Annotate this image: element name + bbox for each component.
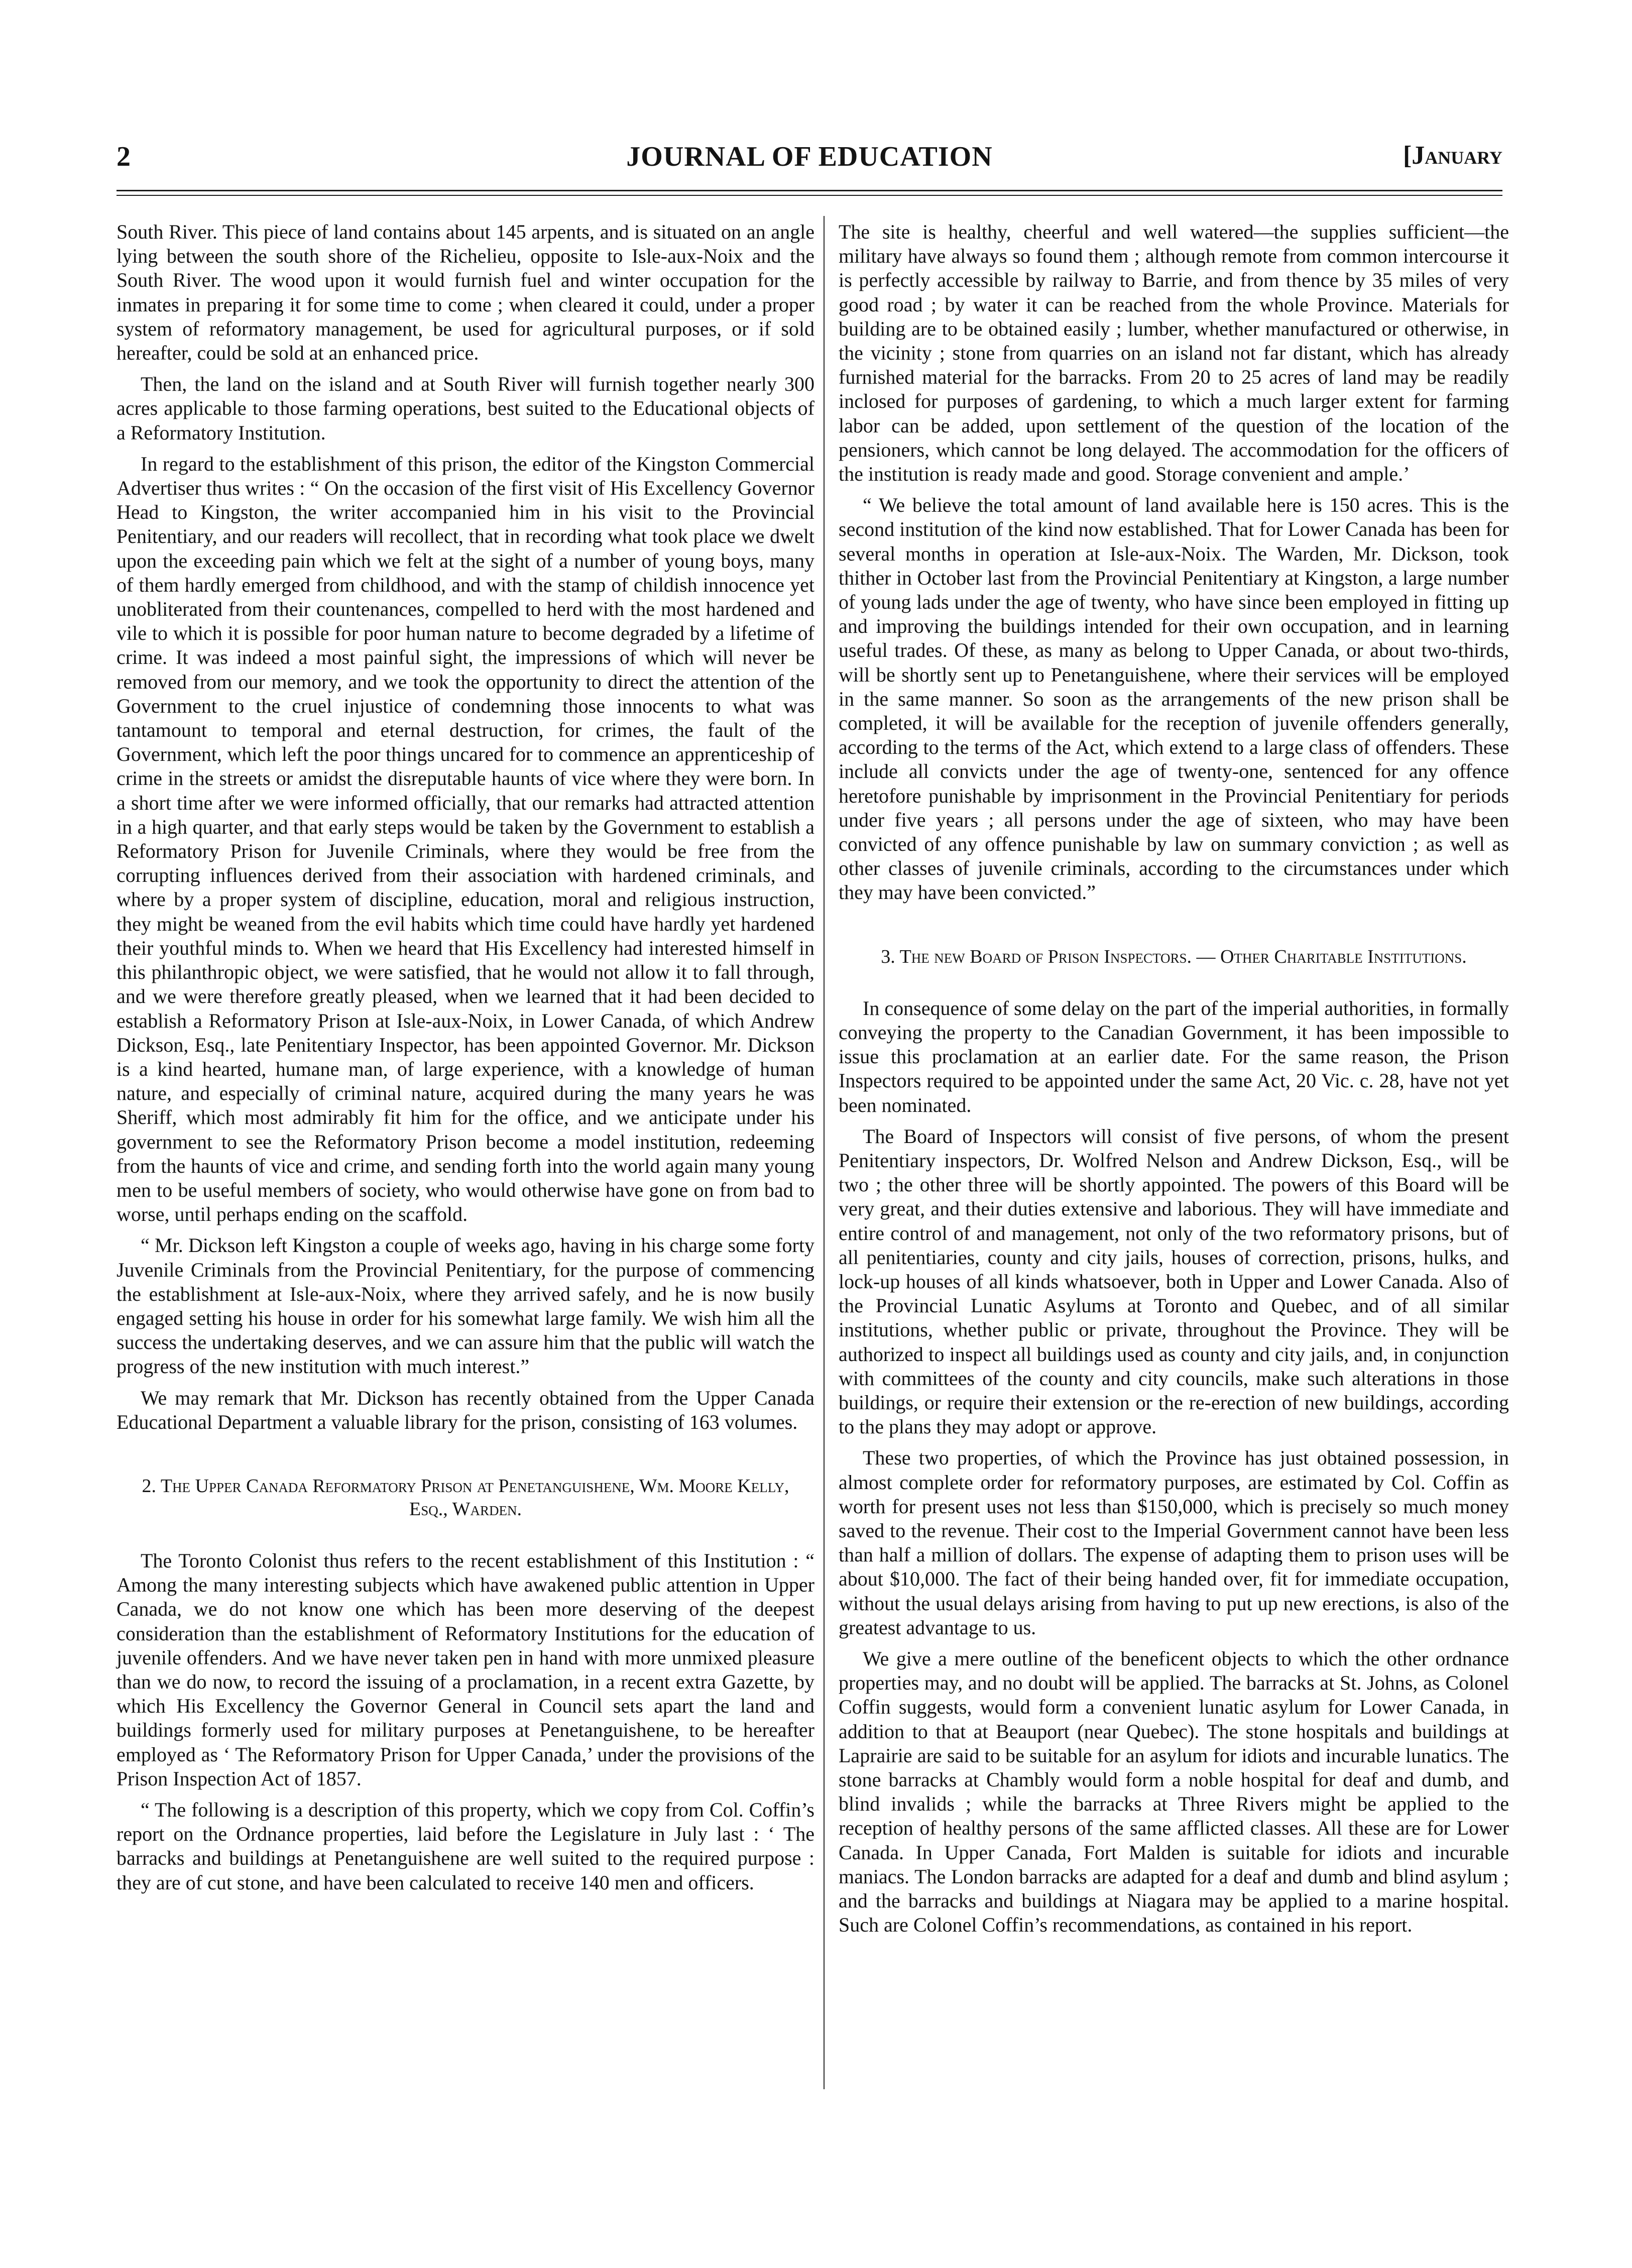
paragraph: South River. This piece of land contains about 145 arpents, and is situated on an angle lying between the south shore of the Richelieu, opposite to Isle-aux-Noix and the South River. The wood upon it would furnish fuel and winter occupation for the inmates in preparing it for some time to come ; when cleared it could, under a proper system of reformatory management, be used for agricultural purposes, or if sold hereafter, could be sold at an enhanced price.: [116, 220, 814, 365]
paragraph: In regard to the establishment of this prison, the editor of the Kingston Commercial Advertiser thus writes : “ On the occasion of the first visit of His Excellency Governor Head to Kingston, the writer accompanied him in his visit to the Provincial Penitentiary, and our readers will recollect, that in recording what took place we dwelt upon the exceeding pain which we felt at the sight of a number of young boys, many of them hardly emerged from childhood, and with the stamp of childish innocence yet unobliterated from their countenances, compelled to herd with the most hardened and vile to which it is possible for poor human nature to become degraded by a lifetime of crime. It was indeed a most painful sight, the impressions of which will never be removed from our memory, and we took the opportunity to direct the attention of the Government to the cruel injustice of condemning those innocents to what was tantamount to temporal and eternal destruction, for crimes, the fault of the Government, which left the poor things uncared for to commence an apprenticeship of crime in the streets or amidst the disreputable haunts of vice where they were born. In a short time after we were informed officially, that our remarks had attracted attention in a high quarter, and that early steps would be taken by the Government to establish a Reformatory Prison for Juvenile Criminals, where they would be free from the corrupting influences derived from their association with hardened criminals, and where by a proper system of discipline, education, moral and religious instruction, they might be weaned from the evil habits which time could have hardly yet hardened their youthful minds to. When we heard that His Excellency had interested himself in this philanthropic object, we were satisfied, that he would not allow it to fall through, and we were therefore greatly pleased, when we learned that it had been decided to establish a Reformatory Prison at Isle-aux-Noix, in Lower Canada, of which Andrew Dickson, Esq., late Penitentiary Inspector, has been appointed Governor. Mr. Dickson is a kind hearted, humane man, of large experience, with a knowledge of human nature, and especially of criminal nature, acquired during the many years he was Sheriff, which most admirably fit him for the office, and we anticipate under his government to see the Reformatory Prison become a model institution, redeeming from the haunts of vice and crime, and sending forth into the world again many young men to be useful members of society, who would otherwise have gone on from bad to worse, until perhaps ending on the scaffold.: [116, 452, 814, 1226]
paragraph: We may remark that Mr. Dickson has recently obtained from the Upper Canada Educational Department a valuable library for the prison, consisting of 163 volumes.: [116, 1386, 814, 1433]
paragraph: The Toronto Colonist thus refers to the recent establishment of this Institution : “ Among the many interesting subjects which have awakened public attention in Upper Canada, we do not know one which has been more deserving of the deepest consideration than the establishment of Reformatory Institutions for the education of juvenile offenders. And we have never taken pen in hand with more unmixed pleasure than we do now, to record the issuing of a proclamation, in a recent extra Gazette, by which His Excellency the Governor General in Council sets apart the land and buildings formerly used for military purposes at Penetanguishene, to be hereafter employed as ‘ The Reformatory Prison for Upper Canada,’ under the provisions of the Prison Inspection Act of 1857.: [116, 1549, 814, 1790]
paragraph: “ Mr. Dickson left Kingston a couple of weeks ago, having in his charge some forty Juvenile Criminals from the Provincial Penitentiary, for the purpose of commencing the establishment at Isle-aux-Noix, where they arrived safely, and he is now busily engaged setting his house in order for his somewhat large family. We wish him all the success the undertaking deserves, and we can assure him that the public will watch the progress of the new institution with much interest.”: [116, 1234, 814, 1378]
column-divider: [824, 216, 825, 2089]
paragraph: The site is healthy, cheerful and well watered—the supplies sufficient—the military have always so found them ; although remote from common intercourse it is perfectly accessible by railway to Barrie, and from thence by 35 miles of very good road ; by water it can be reached from the whole Province. Materials for building are to be obtained easily ; lumber, whether manufactured or otherwise, in the vicinity ; stone from quarries on an island not far distant, which has already furnished material for the barracks. From 20 to 25 acres of land may be readily inclosed for purposes of gardening, to which a much larger extent for farming labor can be added, upon settlement of the question of the location of the pensioners, which cannot be long delayed. The accommodation for the officers of the institution is ready made and good. Storage convenient and ample.’: [839, 220, 1509, 486]
paragraph: In consequence of some delay on the part of the imperial authorities, in formally conveying the property to the Canadian Government, it has been impossible to issue this proclamation at an earlier date. For the same reason, the Prison Inspectors required to be appointed under the same Act, 20 Vic. c. 28, have not yet been nominated.: [839, 996, 1509, 1116]
section-heading-3: 3. The new Board of Prison Inspectors. — Other Charitable Institutions.: [881, 946, 1467, 967]
page-header: [116, 141, 1502, 181]
running-month: [January: [1403, 141, 1502, 170]
paragraph: The Board of Inspectors will consist of five persons, of whom the present Penitentiary inspectors, Dr. Wolfred Nelson and Andrew Dickson, Esq., will be two ; the other three will be shortly appointed. The powers of this Board will be very great, and their duties extensive and laborious. They will have immediate and entire control of and management, not only of the two reformatory prisons, but of all penitentiaries, county and city jails, houses of correction, prisons, hulks, and lock-up houses of all kinds whatsoever, both in Upper and Lower Canada. Also of the Provincial Lunatic Asylums at Toronto and Quebec, and of all similar institutions, whether public or private, throughout the Province. They will be authorized to inspect all buildings used as county and city jails, and, in conjunction with committees of the county and city councils, make such alterations in those buildings, or require their extension or the re-erection of new buildings, according to the plans they may adopt or approve.: [839, 1124, 1509, 1438]
header-rule-thin: [116, 195, 1502, 196]
left-column: [116, 220, 814, 1902]
paragraph: Then, the land on the island and at South River will furnish together nearly 300 acres applicable to those farming operations, best suited to the Educational objects of a Reformatory Institution.: [116, 373, 814, 444]
paragraph: We give a mere outline of the beneficent objects to which the other ordnance properties may, and no doubt will be applied. The barracks at St. Johns, as Colonel Coffin suggests, would form a convenient lunatic asylum for Lower Canada, in addition to that at Beauport (near Quebec). The stone hospitals and buildings at Laprairie are said to be suitable for an asylum for idiots and incurable lunatics. The stone barracks at Chambly would form a noble hospital for deaf and dumb, and blind invalids ; while the barracks at Three Rivers might be applied to the reception of healthy persons of the same afflicted classes. All these are for Lower Canada. In Upper Canada, Fort Malden is suitable for idiots and incurable maniacs. The London barracks are adapted for a deaf and dumb and blind asylum ; and the barracks and buildings at Niagara may be applied to a marine hospital. Such are Colonel Coffin’s recommendations, as contained in his report.: [839, 1647, 1509, 1937]
paragraph: “ The following is a description of this property, which we copy from Col. Coffin’s report on the Ordnance properties, laid before the Legislature in July last : ‘ The barracks and buildings at Penetanguishene are well suited to the required purpose : they are of cut stone, and have been calculated to receive 140 men and officers.: [116, 1798, 814, 1894]
paragraph: “ We believe the total amount of land available here is 150 acres. This is the second institution of the kind now established. That for Lower Canada has been for several months in operation at Isle-aux-Noix. The Warden, Mr. Dickson, took thither in October last from the Provincial Penitentiary at Kingston, a large number of young lads under the age of twenty, who have since been employed in fitting up and improving the buildings intended for their own occupation, and in learning useful trades. Of these, as many as belong to Upper Canada, or about two-thirds, will be shortly sent up to Penetanguishene, where their services will be employed in the same manner. So soon as the arrangements of the new prison shall be completed, it will be available for the reception of juvenile offenders generally, according to the terms of the Act, which extend to a large class of offenders. These include all convicts under the age of twenty-one, sentenced for any offence heretofore punishable by imprisonment in the Provincial Penitentiary for periods under five years ; all persons under the age of sixteen, who may have been convicted of any offence punishable by law on summary conviction ; as well as other classes of juvenile criminals, according to the circumstances under which they may have been convicted.”: [839, 494, 1509, 904]
running-title: JOURNAL OF EDUCATION: [626, 141, 993, 172]
section-heading-2: 2. The Upper Canada Reformatory Prison at Penetanguishene, Wm. Moore Kelly, Esq., Warden.: [142, 1475, 789, 1520]
header-rule: [116, 190, 1502, 191]
right-column: [839, 220, 1509, 1944]
paragraph: These two properties, of which the Province has just obtained possession, in almost complete order for reformatory purposes, are estimated by Col. Coffin as worth for present uses not less than $150,000, which is precisely so much money saved to the revenue. Their cost to the Imperial Government cannot have been less than half a million of dollars. The expense of adapting them to prison uses will be about $10,000. The fact of their being handed over, fit for immediate occupation, without the usual delays arising from having to put up new erections, is also of the greatest advantage to us.: [839, 1446, 1509, 1639]
page-number: 2: [116, 141, 131, 172]
